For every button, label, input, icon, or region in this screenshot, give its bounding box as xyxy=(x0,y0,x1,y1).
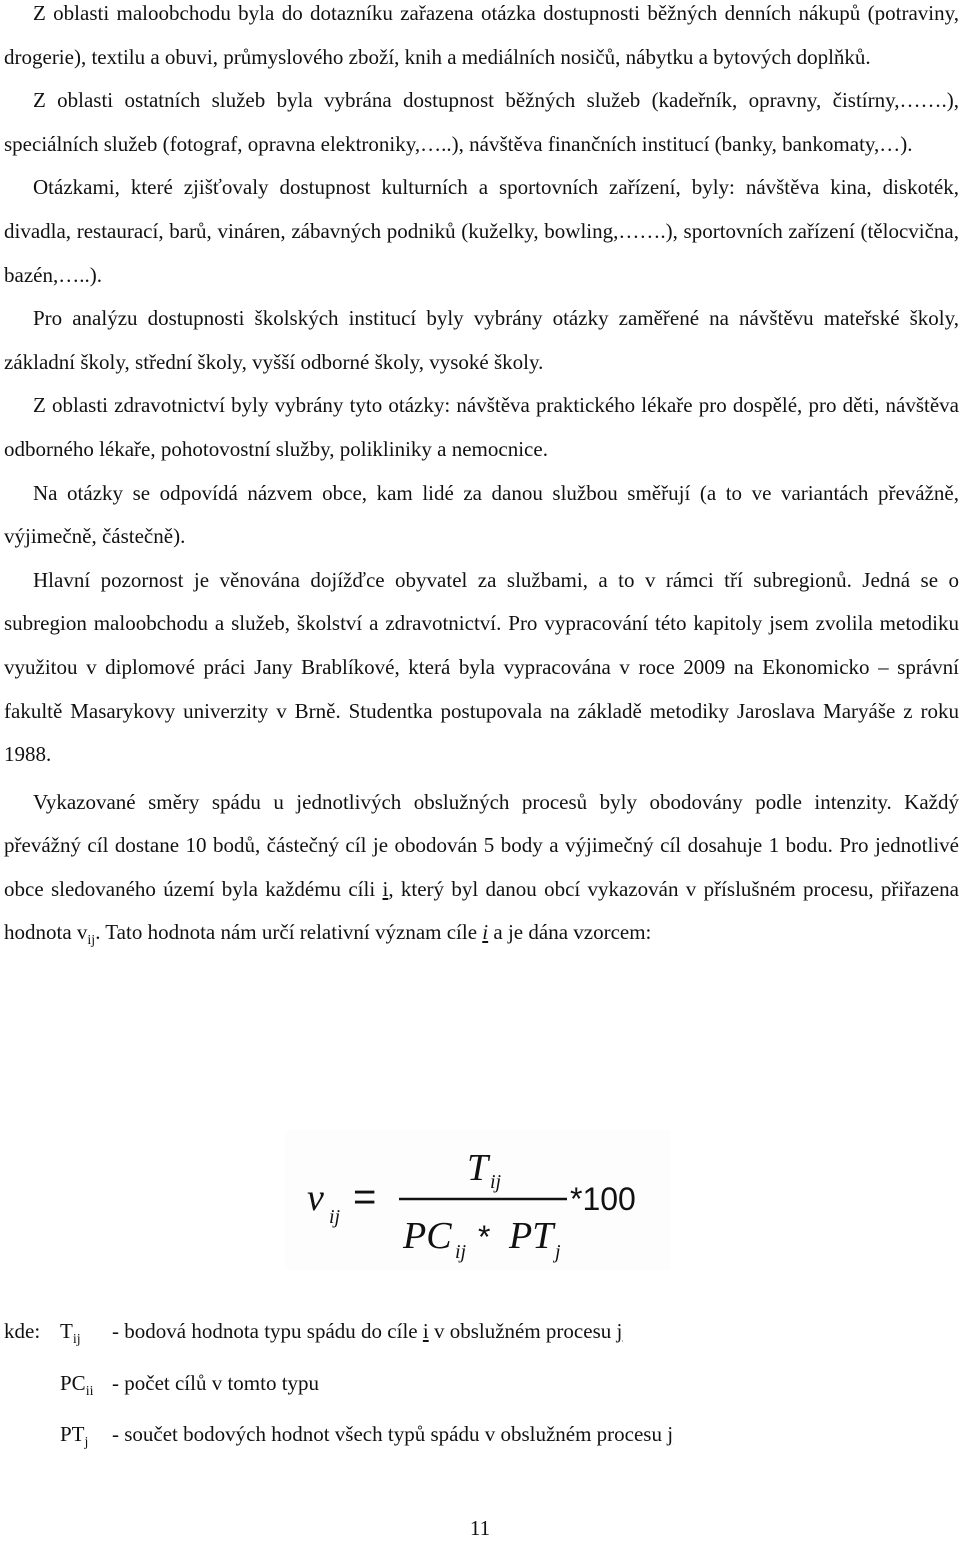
legend-desc: - počet cílů v tomto typu xyxy=(112,1370,320,1395)
paragraph-answers: Na otázky se odpovídá názvem obce, kam lidé za danou službou směřují (a to ve variantách převážně, výjimečně, částečně). xyxy=(4,480,959,549)
formula-den-b-sub: j xyxy=(555,1241,561,1263)
formula-lhs-sub: ij xyxy=(329,1206,341,1228)
formula-lhs: v xyxy=(307,1177,324,1219)
formula-equals: = xyxy=(353,1175,377,1219)
formula-multiplier: *100 xyxy=(570,1181,636,1217)
scoring-var-i2: i xyxy=(482,920,489,945)
legend-row-tij xyxy=(4,1310,673,1362)
formula-legend xyxy=(4,1310,673,1465)
paragraph-scoring xyxy=(4,781,959,964)
legend-desc: - součet bodových hodnot všech typů spádu v obslužném procesu j xyxy=(112,1422,674,1447)
paragraph-schools: Pro analýzu dostupnosti školských institucí byly vybrány otázky zaměřené na návštěvu mateřské školy, základní školy, střední školy, vyšší odborné školy, vysoké školy. xyxy=(4,306,959,374)
legend-symbol: $PC_{ii}$ xyxy=(60,1370,94,1399)
scoring-text-d: a je dána vzorcem: xyxy=(488,920,652,945)
scoring-var-i: i xyxy=(382,876,389,901)
legend-row-ptj xyxy=(4,1413,673,1465)
paragraph-culture-sport: Otázkami, které zjišťovaly dostupnost kulturních a sportovních zařízení, byly: návštěva kina, diskoték, divadla, restaurací, barů, vináren, zábavných podniků (kuželky, bowling,…….), sportovních zařízení (tělocvična, bazén,…..). xyxy=(4,175,959,287)
formula-numerator: T xyxy=(467,1147,489,1189)
legend-row-pcii xyxy=(4,1362,673,1414)
formula-svg xyxy=(285,1130,670,1270)
document-body xyxy=(4,0,959,963)
formula-den-op: * xyxy=(478,1219,491,1255)
scoring-text-c: . Tato hodnota nám určí relativní význam cíle xyxy=(95,920,483,945)
formula-den-a-sub: ij xyxy=(455,1241,467,1263)
formula-image xyxy=(285,1130,670,1270)
page-number: 11 xyxy=(469,1516,491,1540)
scoring-text-b: , který byl danou obcí vykazován v příslušném procesu, přiřazena hodnota v xyxy=(4,876,959,945)
legend-prefix: kde: xyxy=(4,1319,41,1343)
paragraph-services: Z oblasti ostatních služeb byla vybrána dostupnost běžných služeb (kadeřník, opravny, čistírny,…….), speciálních služeb (fotograf, opravna elektroniky,…..), návštěva finančních institucí (banky, bankomaty,…). xyxy=(4,88,959,156)
paragraph-health: Z oblasti zdravotnictví byly vybrány tyto otázky: návštěva praktického lékaře pro dospělé, pro děti, návštěva odborného lékaře, pohotovostní služby, polikliniky a nemocnice. xyxy=(4,393,959,461)
scoring-text-a: Vykazované směry spádu u jednotlivých obslužných procesů byly obodovány podle intenzity. Každý převážný cíl dostane 10 bodů, částečný cíl je obodován 5 body a výjimečný cíl dosahuje 1 bodu. Pro jednotlivé obce sledovaného území byla každému cíli xyxy=(4,789,959,901)
legend-symbol: $T_{ij}$ xyxy=(60,1319,81,1348)
formula-den-a: PC xyxy=(403,1215,452,1257)
legend-symbol: $PT_j$ xyxy=(60,1422,89,1451)
formula-numerator-sub: ij xyxy=(490,1171,502,1193)
legend-desc: - bodová hodnota typu spádu do cíle i v obslužném procesu j xyxy=(112,1319,623,1343)
paragraph-retail: Z oblasti maloobchodu byla do dotazníku zařazena otázka dostupnosti běžných denních nákupů (potraviny, drogerie), textilu a obuvi, průmyslového zboží, knih a mediálních nosičů, nábytku a bytových doplňků. xyxy=(4,1,959,69)
paragraph-methodology: Hlavní pozornost je věnována dojížďce obyvatel za službami, a to v rámci tří subregionů. Jedná se o subregion maloobchodu a služeb, školství a zdravotnictví. Pro vypracování této kapitoly jsem zvolila metodiku využitou v diplomové práci Jany Brablíkové, která byla vypracována v roce 2009 na Ekonomicko – správní fakultě Masarykovy univerzity v Brně. Studentka postupovala na základě metodiky Jaroslava Maryáše z roku 1988. xyxy=(4,567,959,767)
scoring-sub-ij: ij xyxy=(87,933,96,949)
formula-den-b: PT xyxy=(509,1215,554,1257)
